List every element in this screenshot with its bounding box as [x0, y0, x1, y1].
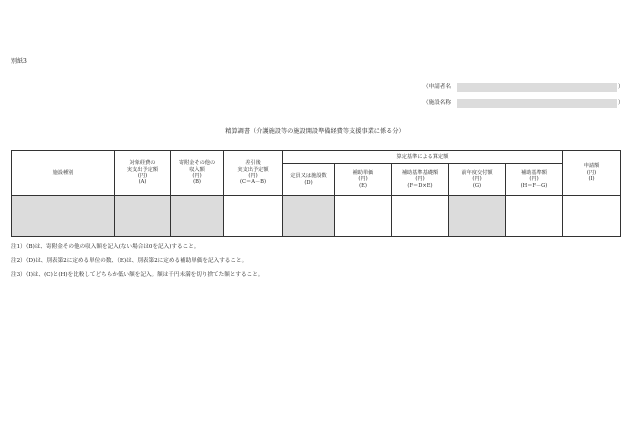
cell-col-h: [506, 196, 563, 237]
header-calculation-group: 算定基準による算定額: [283, 151, 563, 164]
header-col-e: 補助単価 (円) (E): [335, 164, 392, 196]
facility-name-field[interactable]: [457, 99, 617, 108]
form-label: 別紙3: [11, 58, 27, 65]
header-col-c: 差引後 実支出予定額 (円) (C＝A－B): [224, 151, 283, 196]
applicant-name-field[interactable]: [457, 83, 617, 92]
settlement-table: [11, 150, 621, 237]
note-3: 注3）（I)は、(C)と(H)を比較してどちらか低い額を記入。額は千円未満を切り捨てた額とすること。: [11, 272, 264, 278]
cell-col-e: [335, 196, 392, 237]
cell-col-g[interactable]: [449, 196, 506, 237]
cell-col-i: [563, 196, 621, 237]
header-col-i: 申請額 (円) (I): [563, 151, 621, 196]
cell-col-a[interactable]: [115, 196, 171, 237]
note-1: 注1）（B)は、寄附金その他の収入額を記入(ない場合は0を記入)すること。: [11, 244, 200, 250]
applicant-close-paren: ）: [618, 84, 624, 90]
header-facility-type: 施設種別: [12, 151, 115, 196]
cell-facility-type[interactable]: [12, 196, 115, 237]
header-col-f: 補助基準基礎額 (円) (F＝D×E): [392, 164, 449, 196]
header-col-a: 対象経費の 実支出予定額 (円) (A): [115, 151, 171, 196]
note-2: 注2）（D)は、別表第2に定める単位の数、（E)は、別表第2に定める補助単価を記入すること。: [11, 258, 248, 264]
cell-col-f: [392, 196, 449, 237]
facility-close-paren: ）: [618, 100, 624, 106]
cell-col-d[interactable]: [283, 196, 335, 237]
header-col-g: 前年度交付額 (円) (G): [449, 164, 506, 196]
applicant-row: [423, 83, 623, 92]
cell-col-c: [224, 196, 283, 237]
table-row: [12, 196, 621, 237]
document-title: 精算調書（介護施設等の施設開設準備経費等支援事業に係る分）: [225, 128, 405, 135]
facility-row: [423, 99, 623, 108]
applicant-label: （申請者名: [423, 84, 451, 90]
header-col-h: 補助基準額 (円) (H＝F－G): [506, 164, 563, 196]
facility-label: （施設名称: [423, 100, 451, 106]
header-col-b: 寄附金その他の 収入額 (円) (B): [171, 151, 224, 196]
notes: [11, 240, 263, 282]
cell-col-b[interactable]: [171, 196, 224, 237]
header-col-d: 定員又は施設数 (D): [283, 164, 335, 196]
